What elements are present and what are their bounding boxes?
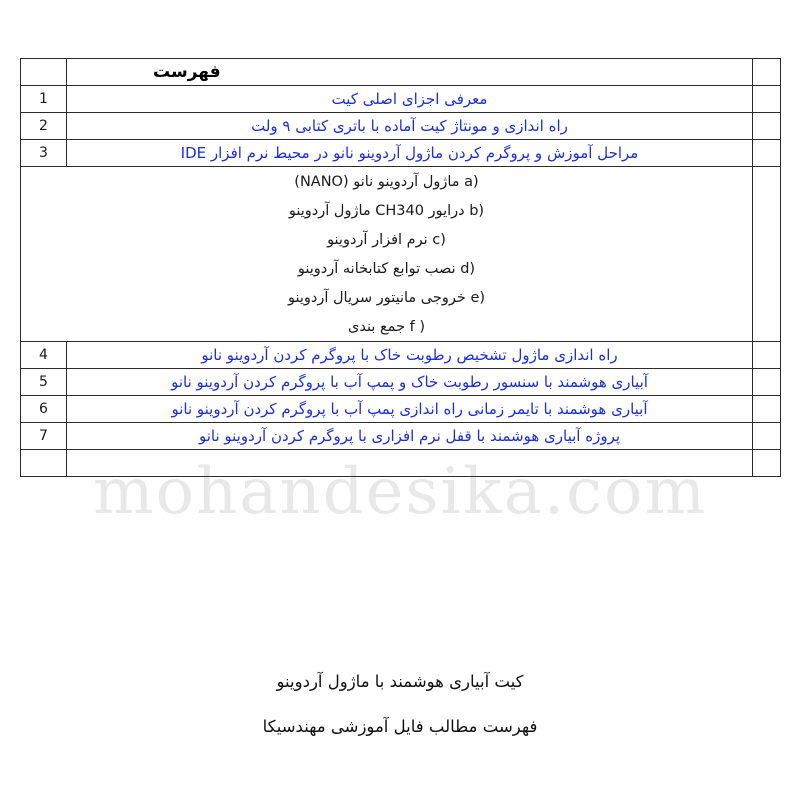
table-of-contents <box>20 58 781 477</box>
table-row <box>21 140 781 167</box>
toc-entry-number-4: 4 <box>21 342 67 369</box>
footer-title: کیت آبیاری هوشمند با ماژول آردوینو <box>276 672 524 691</box>
toc-entry-6[interactable]: آبیاری هوشمند با تایمر زمانی راه اندازی پمپ آب با پروگرم کردن آردوینو نانو <box>67 396 753 423</box>
toc-subitem-b-marker: b) <box>469 202 485 219</box>
toc-subitem-b-label: درایور CH340 ماژول آردوینو <box>288 202 465 219</box>
toc-subitem-a-label: ماژول آردوینو نانو (NANO) <box>294 173 460 190</box>
toc-entry-number-2: 2 <box>21 113 67 140</box>
toc-entry-number-6: 6 <box>21 396 67 423</box>
toc-subitem-f[interactable] <box>21 312 752 341</box>
cell-empty <box>753 396 781 423</box>
document-footer <box>0 672 800 762</box>
toc-subitem-c-marker: c) <box>432 231 446 248</box>
toc-entry-4[interactable]: راه اندازی ماژول تشخیص رطوبت خاک با پروگرم کردن آردوینو نانو <box>67 342 753 369</box>
toc-subitem-f-marker: f ) <box>409 318 426 335</box>
toc-subitem-d-marker: d) <box>460 260 476 277</box>
toc-subitem-d[interactable] <box>21 254 752 283</box>
table-row <box>21 342 781 369</box>
toc-subitem-d-label: نصب توابع کتابخانه آردوینو <box>297 260 456 277</box>
table-row-title <box>21 59 781 86</box>
toc-subitem-e-label: خروجی مانیتور سریال آردوینو <box>287 289 466 306</box>
toc-subitem-f-label: جمع بندی <box>347 318 406 335</box>
footer-subtitle: فهرست مطالب فایل آموزشی مهندسیکا <box>262 717 538 736</box>
cell-empty <box>753 113 781 140</box>
cell-empty <box>753 450 781 477</box>
toc-subitem-c[interactable] <box>21 225 752 254</box>
cell-empty <box>753 86 781 113</box>
toc-entry-number-7: 7 <box>21 423 67 450</box>
table-row <box>21 369 781 396</box>
toc-entry-5[interactable]: آبیاری هوشمند با سنسور رطوبت خاک و پمپ آب با پروگرم کردن آردوینو نانو <box>67 369 753 396</box>
cell-empty <box>753 59 781 86</box>
toc-subitem-e-marker: e) <box>470 289 486 306</box>
cell-empty <box>21 450 67 477</box>
toc-subitem-a-marker: a) <box>464 173 479 190</box>
toc-entry-1[interactable]: معرفی اجزای اصلی کیت <box>67 86 753 113</box>
cell-empty <box>753 423 781 450</box>
table-row <box>21 86 781 113</box>
toc-entry-number-3: 3 <box>21 140 67 167</box>
toc-subitem-list <box>21 167 753 342</box>
watermark-text: mohandesika.com <box>92 455 708 529</box>
toc-subitem-c-label: نرم افزار آردوینو <box>327 231 428 248</box>
toc-subitem-a[interactable] <box>21 167 752 196</box>
toc-entry-number-1: 1 <box>21 86 67 113</box>
cell-empty <box>753 140 781 167</box>
cell-empty <box>67 450 753 477</box>
cell-empty <box>21 59 67 86</box>
table-row <box>21 423 781 450</box>
table-row-subitems <box>21 167 781 342</box>
toc-entry-7[interactable]: پروژه آبیاری هوشمند با قفل نرم افزاری با پروگرم کردن آردوینو نانو <box>67 423 753 450</box>
toc-subitem-e[interactable] <box>21 283 752 312</box>
toc-entry-number-5: 5 <box>21 369 67 396</box>
toc-title: فهرست <box>67 59 753 86</box>
toc-entry-3[interactable]: مراحل آموزش و پروگرم کردن ماژول آردوینو نانو در محیط نرم افزار IDE <box>67 140 753 167</box>
cell-empty <box>753 369 781 396</box>
toc-entry-2[interactable]: راه اندازی و مونتاژ کیت آماده با باتری کتابی ۹ ولت <box>67 113 753 140</box>
cell-empty <box>753 167 781 342</box>
table-row-empty <box>21 450 781 477</box>
cell-empty <box>753 342 781 369</box>
table-row <box>21 113 781 140</box>
toc-subitem-b[interactable] <box>21 196 752 225</box>
table-row <box>21 396 781 423</box>
